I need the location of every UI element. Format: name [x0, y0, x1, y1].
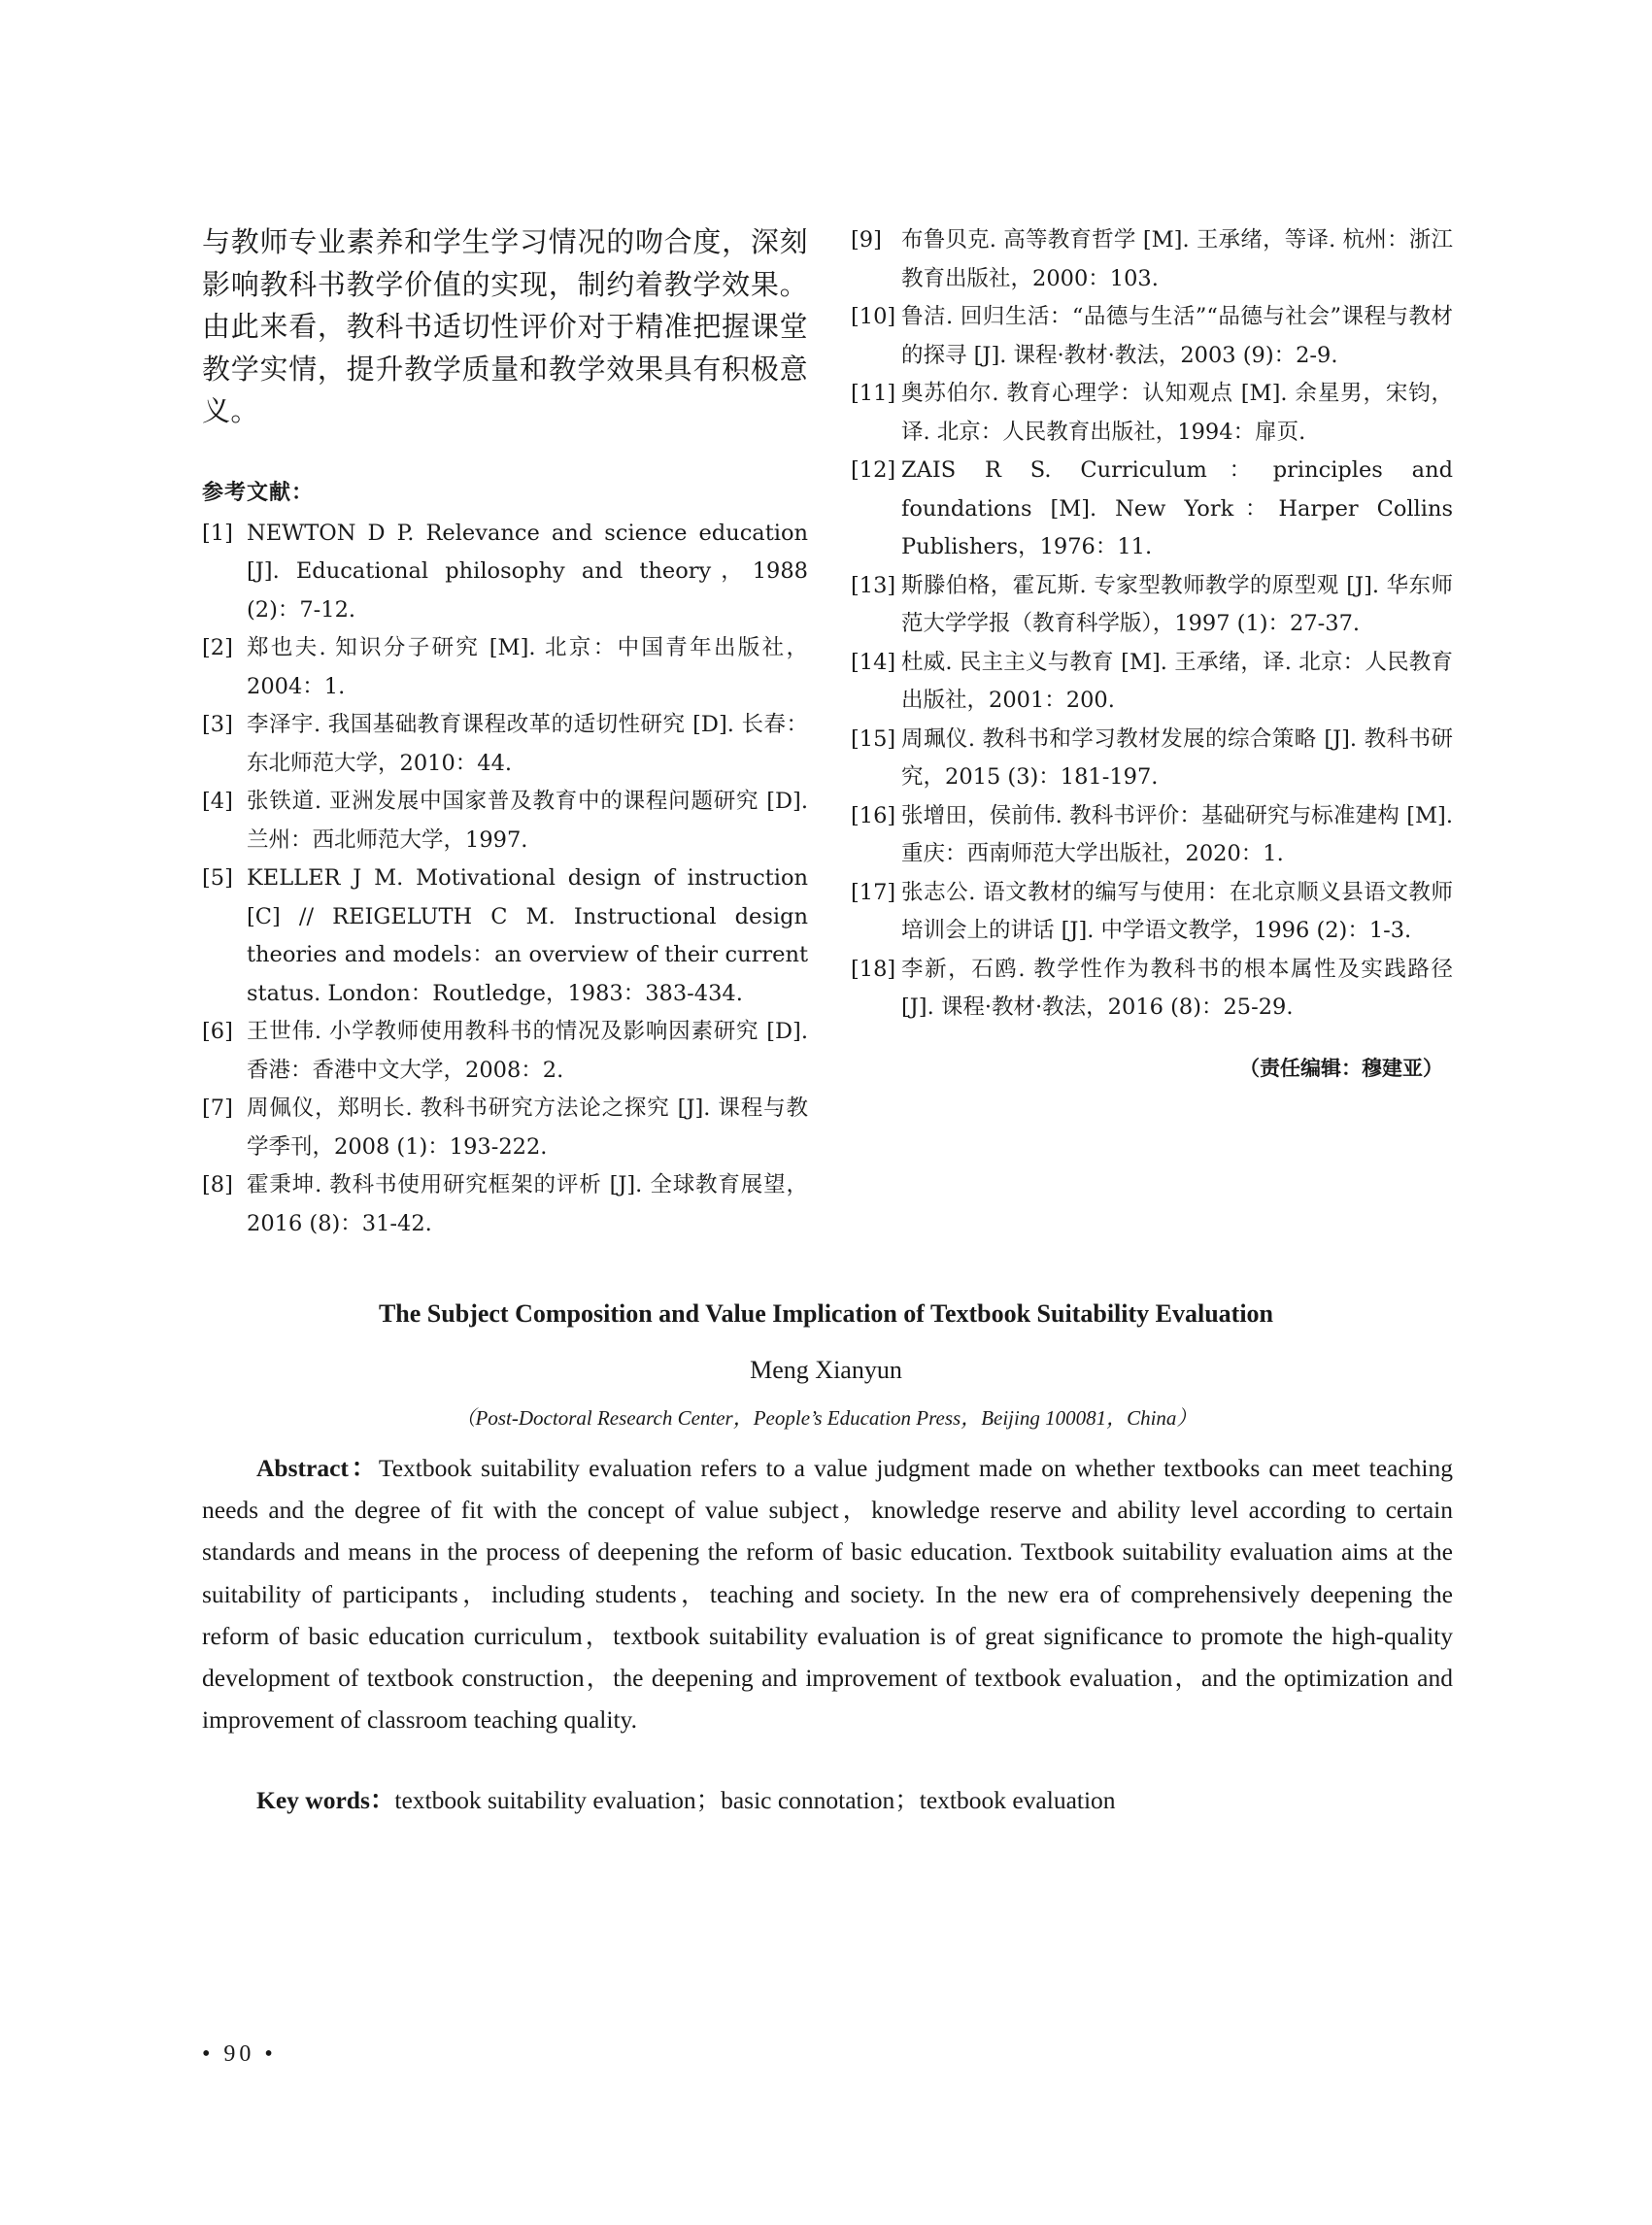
reference-number: [12] — [851, 457, 896, 483]
reference-item — [851, 567, 1453, 644]
reference-text: 李新，石鸥. 教学性作为教科书的根本属性及实践路径 [J]. 课程·教材·教法，2016 (8)：25-29. — [901, 956, 1453, 1020]
reference-number: [4] — [202, 789, 233, 815]
references-list-left — [202, 515, 808, 1244]
english-title: The Subject Composition and Value Implication of Textbook Suitability Evaluation — [378, 1299, 1274, 1328]
reference-text: 张增田，侯前伟. 教科书评价：基础研究与标准建构 [M]. 重庆：西南师范大学出版社，2020：1. — [901, 802, 1453, 866]
reference-text: NEWTON D P. Relevance and science education [J]. Educational philosophy and theory，1988 (2)：7-12. — [247, 520, 808, 623]
reference-item — [202, 1166, 808, 1243]
body-paragraph: 与教师专业素养和学生学习情况的吻合度，深刻影响教科书教学价值的实现，制约着教学效果。由此来看，教科书适切性评价对于精准把握课堂教学实情，提升教学质量和教学效果具有积极意义。 — [202, 225, 808, 428]
reference-item — [202, 629, 808, 706]
abstract-label: Abstract： — [256, 1454, 379, 1482]
reference-text: 张铁道. 亚洲发展中国家普及教育中的课程问题研究 [D]. 兰州：西北师范大学，1997. — [247, 789, 808, 853]
reference-item — [851, 721, 1453, 797]
english-abstract — [202, 1447, 1453, 1740]
reference-number: [8] — [202, 1172, 233, 1198]
reference-number: [1] — [202, 520, 233, 546]
reference-text: 杜威. 民主主义与教育 [M]. 王承绪，译. 北京：人民教育出版社，2001：200. — [901, 649, 1453, 713]
reference-text: ZAIS R S. Curriculum：principles and foundations [M]. New York：Harper Collins Publishers，1976：11. — [901, 457, 1453, 559]
reference-item — [202, 783, 808, 860]
reference-number: [10] — [851, 304, 896, 329]
reference-text: 霍秉坤. 教科书使用研究框架的评析 [J]. 全球教育展望，2016 (8)：31-42. — [247, 1172, 808, 1236]
keywords-label: Key words： — [256, 1786, 395, 1814]
references-list-right — [851, 221, 1453, 1028]
reference-number: [5] — [202, 865, 233, 892]
page-number: • 90 • — [202, 2041, 277, 2067]
reference-text: 斯滕伯格，霍瓦斯. 专家型教师教学的原型观 [J]. 华东师范大学学报（教育科学版），1997 (1)：27-37. — [901, 572, 1453, 636]
reference-text: 张志公. 语文教材的编写与使用：在北京顺义县语文教师培训会上的讲话 [J]. 中学语文教学，1996 (2)：1-3. — [901, 879, 1453, 943]
reference-number: [15] — [851, 725, 896, 752]
english-keywords — [202, 1779, 1453, 1821]
reference-number: [3] — [202, 712, 233, 738]
reference-number: [17] — [851, 879, 896, 905]
reference-text: 鲁洁. 回归生活：“品德与生活”“品德与社会”课程与教材的探寻 [J]. 课程·教材·教法，2003 (9)：2-9. — [901, 304, 1453, 368]
reference-number: [11] — [851, 381, 896, 406]
right-column — [851, 221, 1453, 1082]
reference-item — [851, 375, 1453, 452]
reference-item — [851, 797, 1453, 874]
reference-item — [851, 298, 1453, 375]
reference-item — [202, 706, 808, 783]
abstract-text: Textbook suitability evaluation refers to a value judgment made on whether textbooks can meet teaching needs and the degree of fit with the concept of value subject，knowledge reserve and ability level according to certain standards and means in the process of deepening the reform of basic education. Textbook suitability evaluation aims at the suitability of participants，including students，teaching and society. In the new era of comprehensively deepening the reform of basic education curriculum，textbook suitability evaluation is of great significance to promote the high-quality development of textbook construction，the deepening and improvement of textbook evaluation，and the optimization and improvement of classroom teaching quality. — [202, 1454, 1454, 1735]
reference-number: [18] — [851, 956, 896, 982]
reference-text: 周佩仪，郑明长. 教科书研究方法论之探究 [J]. 课程与教学季刊，2008 (1)：193-222. — [247, 1096, 808, 1160]
references-heading: 参考文献： — [202, 480, 315, 505]
reference-item — [851, 874, 1453, 951]
responsible-editor: （责任编辑：穆建亚） — [1239, 1056, 1443, 1080]
reference-item — [202, 1013, 808, 1090]
reference-number: [14] — [851, 649, 896, 675]
keywords-text: textbook suitability evaluation；basic connotation；textbook evaluation — [394, 1786, 1116, 1814]
reference-number: [7] — [202, 1096, 233, 1122]
english-author: Meng Xianyun — [750, 1356, 902, 1384]
reference-item — [202, 515, 808, 630]
reference-number: [13] — [851, 572, 896, 598]
reference-item — [202, 860, 808, 1013]
english-affiliation: （Post-Doctoral Research Center，People’s Education Press，Beijing 100081，China） — [455, 1406, 1197, 1430]
reference-item — [851, 221, 1453, 298]
reference-number: [6] — [202, 1019, 233, 1045]
reference-text: 布鲁贝克. 高等教育哲学 [M]. 王承绪，等译. 杭州：浙江教育出版社，2000：103. — [901, 227, 1453, 291]
reference-item — [851, 644, 1453, 721]
reference-text: 奥苏伯尔. 教育心理学：认知观点 [M]. 余星男，宋钧，译. 北京：人民教育出版社，1994：扉页. — [901, 381, 1453, 445]
reference-item — [851, 951, 1453, 1028]
reference-text: 李泽宇. 我国基础教育课程改革的适切性研究 [D]. 长春：东北师范大学，2010：44. — [247, 712, 808, 776]
left-column — [202, 221, 808, 1243]
reference-item — [202, 1090, 808, 1166]
reference-number: [9] — [851, 227, 882, 253]
reference-text: 周珮仪. 教科书和学习教材发展的综合策略 [J]. 教科书研究，2015 (3)：181-197. — [901, 725, 1453, 790]
reference-text: KELLER J M. Motivational design of instruction [C] // REIGELUTH C M. Instructional design theories and models：an overview of their current status. London：Routledge，1983：383-434. — [247, 865, 808, 1006]
reference-number: [16] — [851, 802, 896, 828]
reference-number: [2] — [202, 635, 233, 661]
reference-text: 王世伟. 小学教师使用教科书的情况及影响因素研究 [D]. 香港：香港中文大学，2008：2. — [247, 1019, 808, 1083]
reference-text: 郑也夫. 知识分子研究 [M]. 北京：中国青年出版社，2004：1. — [247, 635, 808, 699]
reference-item — [851, 452, 1453, 567]
